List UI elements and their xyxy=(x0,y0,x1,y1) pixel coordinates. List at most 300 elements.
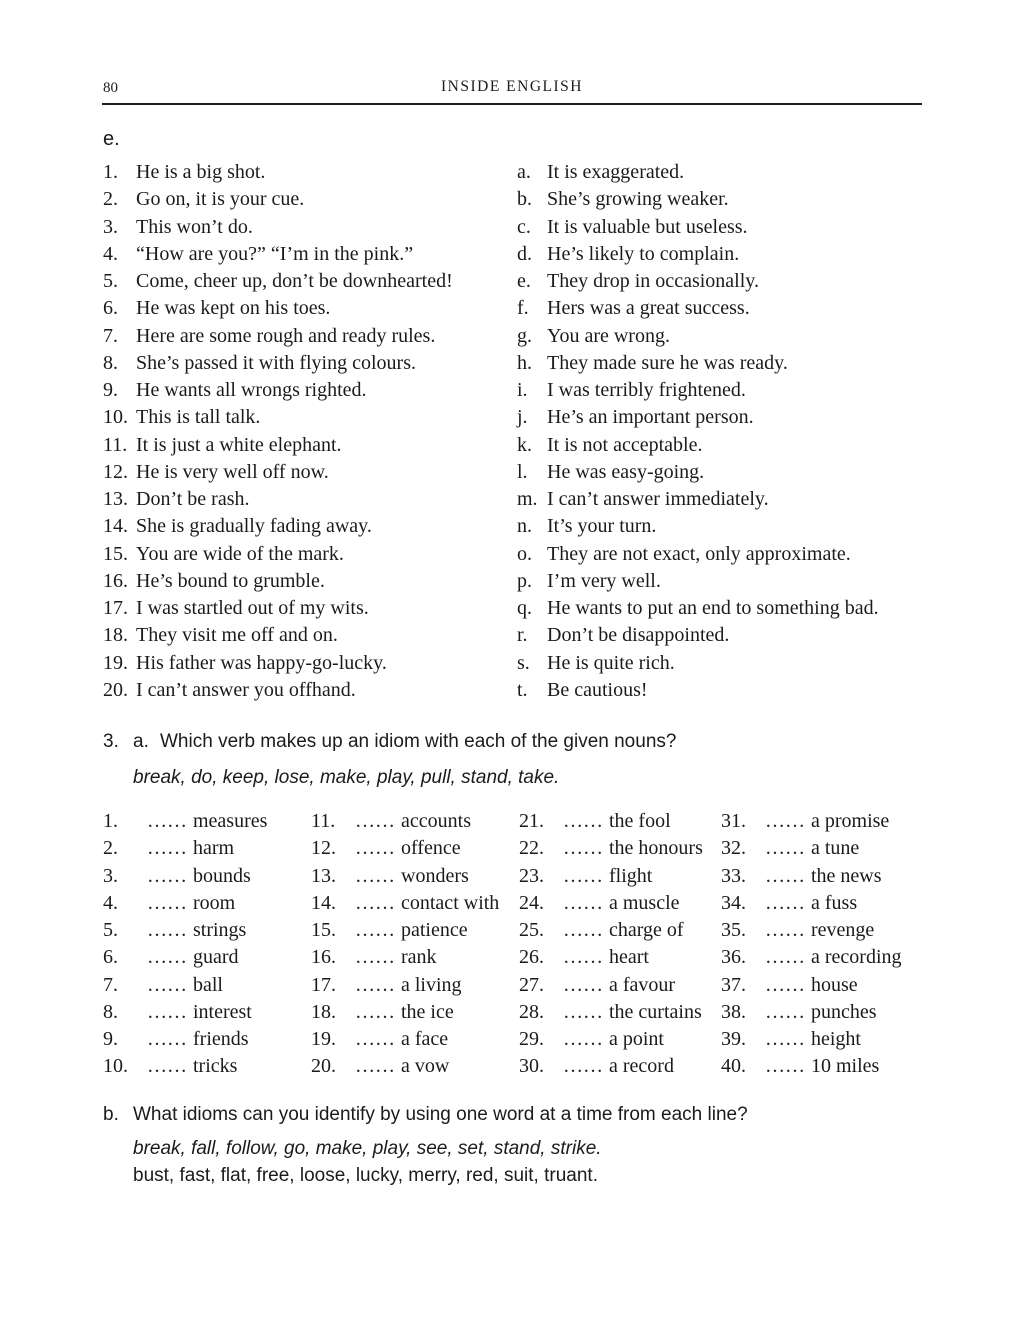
list-item xyxy=(103,268,517,295)
item-text: They are not exact, only approximate. xyxy=(547,542,851,565)
list-item xyxy=(103,595,517,622)
list-item xyxy=(517,350,925,377)
list-item xyxy=(103,186,517,213)
item-number: 37. xyxy=(721,973,746,996)
item-number: 15. xyxy=(311,919,336,941)
item-number: 22. xyxy=(519,837,544,860)
item-text: room xyxy=(193,891,236,914)
item-text: a face xyxy=(401,1028,449,1050)
blank-dots: …… xyxy=(147,1000,187,1023)
item-text: wonders xyxy=(401,864,469,887)
grid-item xyxy=(519,863,721,890)
item-text: strings xyxy=(193,919,247,941)
list-item xyxy=(103,295,517,322)
exercise-question: What idioms can you identify by using one word at a time from each line? xyxy=(133,1103,748,1125)
list-item xyxy=(517,568,925,595)
blank-dots: …… xyxy=(355,919,395,941)
item-number: 29. xyxy=(519,1028,544,1050)
item-number: 31. xyxy=(721,810,746,832)
exercise-3b-verbs: break, fall, follow, go, make, play, see, set, stand, strike. xyxy=(133,1137,602,1159)
item-text: His father was happy-go-lucky. xyxy=(136,651,387,674)
list-item xyxy=(103,350,517,377)
item-text: They made sure he was ready. xyxy=(547,351,788,374)
item-letter: d. xyxy=(517,242,532,265)
grid-item xyxy=(519,808,721,835)
item-number: 20. xyxy=(311,1055,336,1078)
item-letter: k. xyxy=(517,433,532,456)
item-text: He was kept on his toes. xyxy=(136,297,331,320)
item-text: the honours xyxy=(609,837,703,860)
item-text: Go on, it is your cue. xyxy=(136,188,305,211)
blank-dots: …… xyxy=(563,1028,603,1050)
item-number: 17. xyxy=(311,973,336,996)
item-text: He was easy-going. xyxy=(547,460,705,483)
item-text: the news xyxy=(811,864,882,887)
list-item xyxy=(517,323,925,350)
list-item xyxy=(517,268,925,295)
list-item xyxy=(103,404,517,431)
item-text: offence xyxy=(401,837,461,860)
item-number: 9. xyxy=(103,1028,118,1050)
list-item xyxy=(517,541,925,568)
page-number: 80 xyxy=(103,80,118,96)
item-number: 25. xyxy=(519,919,544,941)
list-item xyxy=(103,486,517,513)
item-text: heart xyxy=(609,946,649,969)
blank-dots: …… xyxy=(355,891,395,914)
item-text: It is exaggerated. xyxy=(547,161,685,183)
item-text: He’s likely to complain. xyxy=(547,242,740,265)
list-item xyxy=(103,214,517,241)
item-number: 2. xyxy=(103,837,118,860)
list-item xyxy=(103,432,517,459)
list-item xyxy=(517,159,925,186)
grid-item xyxy=(519,917,721,944)
item-number: 23. xyxy=(519,864,544,887)
grid-item xyxy=(103,835,311,862)
page-content xyxy=(103,126,925,1189)
item-number: 11. xyxy=(103,433,128,456)
grid-item xyxy=(721,890,923,917)
exercise-number: 3. xyxy=(103,731,119,752)
item-text: He wants all wrongs righted. xyxy=(136,379,367,401)
item-text: They drop in occasionally. xyxy=(547,270,759,292)
grid-item xyxy=(311,1026,519,1053)
item-text: I can’t answer immediately. xyxy=(547,488,769,510)
list-item xyxy=(103,377,517,404)
list-item xyxy=(103,541,517,568)
list-item xyxy=(517,241,925,268)
item-text: the fool xyxy=(609,810,671,832)
item-text: He’s bound to grumble. xyxy=(136,569,325,592)
blank-dots: …… xyxy=(765,1055,805,1078)
grid-item xyxy=(311,917,519,944)
blank-dots: …… xyxy=(765,810,805,832)
item-text: I can’t answer you offhand. xyxy=(136,678,356,701)
item-text: ball xyxy=(193,973,223,996)
item-number: 18. xyxy=(103,624,128,647)
list-item xyxy=(517,486,925,513)
list-item xyxy=(103,513,517,540)
item-text: a favour xyxy=(609,973,676,996)
item-text: house xyxy=(811,973,858,996)
item-number: 1. xyxy=(103,161,118,183)
list-item xyxy=(517,513,925,540)
item-text: tricks xyxy=(193,1055,238,1078)
item-text: She’s passed it with flying colours. xyxy=(136,351,416,374)
item-number: 36. xyxy=(721,946,746,969)
item-number: 8. xyxy=(103,1000,118,1023)
item-text: contact with xyxy=(401,891,500,914)
blank-dots: …… xyxy=(147,810,187,832)
item-number: 6. xyxy=(103,297,118,320)
item-text: He is very well off now. xyxy=(136,460,329,483)
blank-dots: …… xyxy=(765,1000,805,1023)
blank-dots: …… xyxy=(563,864,603,887)
grid-item xyxy=(311,999,519,1026)
item-number: 3. xyxy=(103,215,118,238)
item-number: 13. xyxy=(311,864,336,887)
item-text: measures xyxy=(193,810,268,832)
item-number: 12. xyxy=(103,460,128,483)
item-text: It is just a white elephant. xyxy=(136,433,342,456)
grid-item xyxy=(519,890,721,917)
item-text: a promise xyxy=(811,810,890,832)
item-text: patience xyxy=(401,919,468,941)
grid-item xyxy=(103,863,311,890)
grid-item xyxy=(519,972,721,999)
grid-item xyxy=(721,808,923,835)
item-text: friends xyxy=(193,1028,249,1050)
exercise-question: Which verb makes up an idiom with each of the given nouns? xyxy=(160,731,677,752)
item-number: 11. xyxy=(311,810,336,832)
grid-item xyxy=(519,1053,721,1080)
list-item xyxy=(517,404,925,431)
exercise-sub-label: a. xyxy=(133,731,149,752)
item-text: I’m very well. xyxy=(547,569,661,592)
item-text: height xyxy=(811,1028,861,1050)
item-number: 18. xyxy=(311,1000,336,1023)
item-number: 5. xyxy=(103,919,118,941)
list-item xyxy=(103,241,517,268)
grid-item xyxy=(519,999,721,1026)
blank-dots: …… xyxy=(765,1028,805,1050)
item-number: 15. xyxy=(103,542,128,565)
blank-dots: …… xyxy=(147,1028,187,1050)
exercise-sub-label: b. xyxy=(103,1103,119,1125)
page-title: INSIDE ENGLISH xyxy=(441,78,583,95)
blank-dots: …… xyxy=(355,973,395,996)
grid-item xyxy=(721,944,923,971)
item-number: 1. xyxy=(103,810,118,832)
item-text: revenge xyxy=(811,919,875,941)
list-item xyxy=(517,622,925,649)
blank-dots: …… xyxy=(563,891,603,914)
blank-dots: …… xyxy=(355,1055,395,1078)
exercise-3b-heading xyxy=(103,1101,925,1128)
grid-item xyxy=(721,917,923,944)
item-letter: l. xyxy=(517,460,528,483)
item-number: 17. xyxy=(103,597,128,619)
list-item xyxy=(517,377,925,404)
item-letter: q. xyxy=(517,597,532,619)
item-text: You are wide of the mark. xyxy=(136,542,344,565)
item-text: It is not acceptable. xyxy=(547,433,703,456)
list-item xyxy=(517,432,925,459)
list-item xyxy=(103,568,517,595)
item-text: I was startled out of my wits. xyxy=(136,597,369,619)
item-text: a record xyxy=(609,1055,674,1078)
item-number: 6. xyxy=(103,946,118,969)
blank-dots: …… xyxy=(355,810,395,832)
item-text: Be cautious! xyxy=(547,678,648,701)
grid-item xyxy=(103,999,311,1026)
blank-dots: …… xyxy=(147,837,187,860)
idiom-grid-column xyxy=(519,808,721,1081)
item-number: 30. xyxy=(519,1055,544,1078)
item-number: 3. xyxy=(103,864,118,887)
item-number: 2. xyxy=(103,188,118,211)
blank-dots: …… xyxy=(765,891,805,914)
section-e-label: e. xyxy=(103,128,120,150)
item-text: charge of xyxy=(609,919,684,941)
grid-item xyxy=(721,863,923,890)
idiom-grid-column xyxy=(103,808,311,1081)
idiom-grid xyxy=(103,808,925,1081)
item-number: 35. xyxy=(721,919,746,941)
item-text: harm xyxy=(193,837,235,860)
item-number: 10. xyxy=(103,406,128,429)
grid-item xyxy=(721,972,923,999)
grid-item xyxy=(103,917,311,944)
item-number: 16. xyxy=(311,946,336,969)
item-number: 7. xyxy=(103,324,118,347)
item-number: 32. xyxy=(721,837,746,860)
grid-item xyxy=(721,1026,923,1053)
list-item xyxy=(517,186,925,213)
item-letter: b. xyxy=(517,188,532,211)
blank-dots: …… xyxy=(355,837,395,860)
item-text: a tune xyxy=(811,837,860,860)
blank-dots: …… xyxy=(765,973,805,996)
list-item xyxy=(517,677,925,704)
item-text: You are wrong. xyxy=(547,324,670,347)
item-text: interest xyxy=(193,1000,252,1023)
grid-item xyxy=(103,808,311,835)
item-number: 26. xyxy=(519,946,544,969)
item-text: a living xyxy=(401,973,462,996)
item-number: 5. xyxy=(103,270,118,292)
item-text: Here are some rough and ready rules. xyxy=(136,324,436,347)
blank-dots: …… xyxy=(765,946,805,969)
blank-dots: …… xyxy=(765,864,805,887)
grid-item xyxy=(311,835,519,862)
page-header xyxy=(102,78,922,105)
blank-dots: …… xyxy=(355,946,395,969)
item-text: Don’t be rash. xyxy=(136,488,250,510)
grid-item xyxy=(103,890,311,917)
item-text: Come, cheer up, don’t be downhearted! xyxy=(136,270,453,292)
item-text: accounts xyxy=(401,810,471,832)
item-text: I was terribly frightened. xyxy=(547,379,746,401)
item-number: 9. xyxy=(103,379,118,401)
exercise-3b-words: bust, fast, flat, free, loose, lucky, merry, red, suit, truant. xyxy=(133,1164,598,1186)
grid-item xyxy=(103,1026,311,1053)
list-item xyxy=(103,677,517,704)
item-number: 19. xyxy=(311,1028,336,1050)
item-text: flight xyxy=(609,864,653,887)
item-letter: r. xyxy=(517,624,528,647)
item-text: He is a big shot. xyxy=(136,161,266,183)
item-number: 40. xyxy=(721,1055,746,1078)
list-item xyxy=(517,214,925,241)
list-item xyxy=(517,459,925,486)
item-letter: p. xyxy=(517,569,532,592)
blank-dots: …… xyxy=(147,919,187,941)
grid-item xyxy=(519,835,721,862)
grid-item xyxy=(311,944,519,971)
item-number: 14. xyxy=(103,515,128,538)
item-text: guard xyxy=(193,946,239,969)
item-text: punches xyxy=(811,1000,877,1023)
blank-dots: …… xyxy=(147,891,187,914)
grid-item xyxy=(311,1053,519,1080)
item-text: They visit me off and on. xyxy=(136,624,338,647)
blank-dots: …… xyxy=(563,837,603,860)
blank-dots: …… xyxy=(147,946,187,969)
list-item xyxy=(103,159,517,186)
exercise-3a-heading xyxy=(103,728,925,755)
item-letter: j. xyxy=(517,406,528,429)
exercise-3a-verbs: break, do, keep, lose, make, play, pull, stand, take. xyxy=(133,767,560,788)
item-number: 12. xyxy=(311,837,336,860)
item-letter: m. xyxy=(517,488,538,510)
item-text: He is quite rich. xyxy=(547,651,675,674)
item-text: She’s growing weaker. xyxy=(547,188,729,211)
grid-item xyxy=(103,1053,311,1080)
item-number: 20. xyxy=(103,678,128,701)
item-number: 4. xyxy=(103,242,118,265)
grid-item xyxy=(721,999,923,1026)
item-letter: n. xyxy=(517,515,532,538)
grid-item xyxy=(103,944,311,971)
item-text: It’s your turn. xyxy=(547,515,657,538)
list-item xyxy=(103,323,517,350)
blank-dots: …… xyxy=(147,864,187,887)
list-item xyxy=(103,622,517,649)
blank-dots: …… xyxy=(563,919,603,941)
matching-list-left xyxy=(103,159,517,704)
blank-dots: …… xyxy=(765,837,805,860)
item-text: This is tall talk. xyxy=(136,406,261,429)
item-number: 8. xyxy=(103,351,118,374)
grid-item xyxy=(103,972,311,999)
item-text: bounds xyxy=(193,864,251,887)
item-text: a muscle xyxy=(609,891,680,914)
item-text: It is valuable but useless. xyxy=(547,215,748,238)
item-text: Don’t be disappointed. xyxy=(547,624,730,647)
item-letter: o. xyxy=(517,542,532,565)
blank-dots: …… xyxy=(355,864,395,887)
item-text: a recording xyxy=(811,946,902,969)
blank-dots: …… xyxy=(765,919,805,941)
blank-dots: …… xyxy=(563,810,603,832)
blank-dots: …… xyxy=(147,1055,187,1078)
item-text: 10 miles xyxy=(811,1055,880,1078)
blank-dots: …… xyxy=(355,1000,395,1023)
item-number: 34. xyxy=(721,891,746,914)
item-number: 7. xyxy=(103,973,118,996)
item-text: This won’t do. xyxy=(136,215,253,238)
item-number: 33. xyxy=(721,864,746,887)
item-letter: e. xyxy=(517,270,531,292)
list-item xyxy=(517,295,925,322)
item-letter: s. xyxy=(517,651,530,674)
blank-dots: …… xyxy=(563,973,603,996)
item-number: 16. xyxy=(103,569,128,592)
matching-exercise xyxy=(103,159,925,704)
item-number: 4. xyxy=(103,891,118,914)
matching-list-right xyxy=(517,159,925,704)
grid-item xyxy=(519,944,721,971)
item-text: “How are you?” “I’m in the pink.” xyxy=(136,242,414,265)
item-text: the curtains xyxy=(609,1000,702,1023)
item-letter: a. xyxy=(517,161,531,183)
item-text: He’s an important person. xyxy=(547,406,754,429)
grid-item xyxy=(519,1026,721,1053)
item-letter: h. xyxy=(517,351,532,374)
item-number: 14. xyxy=(311,891,336,914)
grid-item xyxy=(311,972,519,999)
item-number: 21. xyxy=(519,810,544,832)
blank-dots: …… xyxy=(563,1055,603,1078)
item-number: 38. xyxy=(721,1000,746,1023)
blank-dots: …… xyxy=(563,946,603,969)
item-text: He wants to put an end to something bad. xyxy=(547,597,879,619)
item-text: a vow xyxy=(401,1055,450,1078)
grid-item xyxy=(311,808,519,835)
item-number: 19. xyxy=(103,651,128,674)
item-letter: f. xyxy=(517,297,529,320)
grid-item xyxy=(311,890,519,917)
list-item xyxy=(517,650,925,677)
item-letter: g. xyxy=(517,324,532,347)
item-letter: c. xyxy=(517,215,531,238)
item-letter: i. xyxy=(517,379,528,401)
item-number: 39. xyxy=(721,1028,746,1050)
item-number: 28. xyxy=(519,1000,544,1023)
item-number: 27. xyxy=(519,973,544,996)
item-text: a point xyxy=(609,1028,664,1050)
grid-item xyxy=(721,1053,923,1080)
item-number: 24. xyxy=(519,891,544,914)
item-letter: t. xyxy=(517,678,528,701)
list-item xyxy=(103,459,517,486)
item-number: 10. xyxy=(103,1055,128,1078)
grid-item xyxy=(721,835,923,862)
item-text: the ice xyxy=(401,1000,454,1023)
item-text: Hers was a great success. xyxy=(547,297,750,320)
blank-dots: …… xyxy=(563,1000,603,1023)
grid-item xyxy=(311,863,519,890)
idiom-grid-column xyxy=(721,808,923,1081)
idiom-grid-column xyxy=(311,808,519,1081)
list-item xyxy=(517,595,925,622)
item-text: She is gradually fading away. xyxy=(136,515,372,538)
item-number: 13. xyxy=(103,488,128,510)
list-item xyxy=(103,650,517,677)
item-text: rank xyxy=(401,946,437,969)
